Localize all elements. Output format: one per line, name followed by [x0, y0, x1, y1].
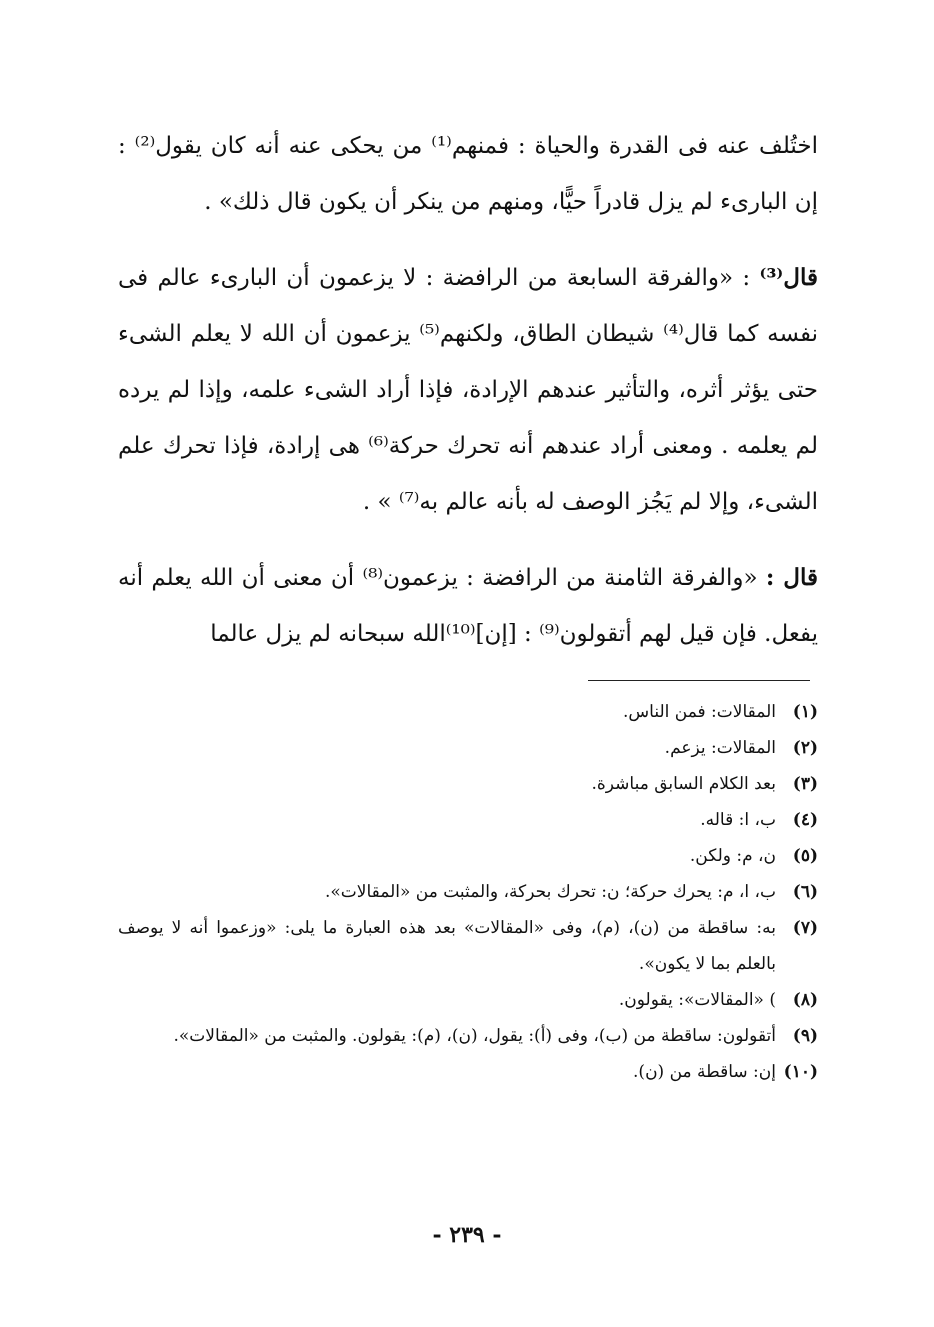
footnote-text: ن، م: ولكن.: [689, 846, 776, 866]
footnote-10: [118, 1054, 818, 1090]
footnote-divider: [588, 680, 810, 681]
footnote-7: [118, 910, 818, 982]
footnote-6: [118, 874, 818, 910]
footnote-9: [118, 1018, 818, 1054]
footnote-number: (٥): [792, 846, 818, 866]
footnote-4: [118, 802, 818, 838]
paragraph-1-text: اختُلف عنه فى القدرة والحياة : فمنهم⁽¹⁾ من يحكى عنه أنه كان يقول⁽²⁾ : إن البارىء لم يزل قادراً حيًّا، ومنهم من ينكر أن يكون قال ذلك» .: [118, 133, 818, 215]
footnote-text: بعد الكلام السابق مباشرة.: [591, 774, 776, 794]
paragraph-2-lead: قال⁽³⁾: [759, 264, 818, 291]
paragraph-3: [118, 550, 818, 662]
footnote-number: (٨): [792, 990, 818, 1010]
footnote-text: به: ساقطة من (ن)، (م)، وفى «المقالات» بعد هذه العبارة ما يلى: «وزعموا أنه لا يوصف بالعلم بما لا يكون».: [118, 918, 776, 974]
paragraph-2-text: : «والفرقة السابعة من الرافضة : لا يزعمون أن البارىء عالم فى نفسه كما قال⁽⁴⁾ شيطان الطاق، ولكنهم⁽⁵⁾ يزعمون أن الله لا يعلم الشىء حتى يؤثر أثره، والتأثير عندهم الإرادة، فإذا أراد الشىء علمه، وإذا لم يرده لم يعلمه . ومعنى أراد عندهم أنه تحرك حركة⁽⁶⁾ هى إرادة، فإذا تحرك علم الشىء، وإلا لم يَجُز الوصف له بأنه عالم به⁽⁷⁾ » .: [118, 265, 819, 515]
footnote-text: المقالات: فمن الناس.: [622, 702, 776, 722]
footnote-text: ) «المقالات»: يقولون.: [618, 990, 776, 1010]
footnote-number: (٧): [792, 918, 818, 938]
footnote-number: (٦): [792, 882, 818, 902]
footnote-2: [118, 730, 818, 766]
footnote-8: [118, 982, 818, 1018]
footnote-number: (١٠): [783, 1062, 818, 1082]
main-text: [118, 118, 818, 662]
footnote-5: [118, 838, 818, 874]
footnote-number: (١): [792, 702, 818, 722]
footnote-1: [118, 694, 818, 730]
footnote-text: ب، ا: قاله.: [700, 810, 776, 830]
footnotes: [118, 694, 818, 1090]
paragraph-3-lead: قال :: [765, 564, 818, 591]
footnote-number: (٢): [792, 738, 818, 758]
paragraph-3-text: «والفرقة الثامنة من الرافضة : يزعمون⁽⁸⁾ أن معنى أن الله يعلم أنه يفعل. فإن قيل لهم أتقولون⁽⁹⁾ : [إن]⁽¹⁰⁾الله سبحانه لم يزل عالما: [118, 565, 818, 647]
footnote-number: (٩): [792, 1026, 818, 1046]
footnote-3: [118, 766, 818, 802]
footnote-text: ب، ا، م: يحرك حركة؛ ن: تحرك بحركة، والمثبت من «المقالات».: [324, 882, 776, 902]
footnote-number: (٣): [792, 774, 818, 794]
footnote-number: (٤): [792, 810, 818, 830]
page-number: - ٢٣٩ -: [432, 1222, 502, 1248]
footnote-text: أتقولون: ساقطة من (ب)، وفى (أ): يقول، (ن)، (م): يقولون. والمثبت من «المقالات».: [173, 1026, 776, 1046]
paragraph-2: [118, 250, 818, 530]
footnote-text: المقالات: يزعم.: [664, 738, 776, 758]
footnote-text: إن: ساقطة من (ن).: [633, 1062, 776, 1082]
paragraph-1: [118, 118, 818, 230]
